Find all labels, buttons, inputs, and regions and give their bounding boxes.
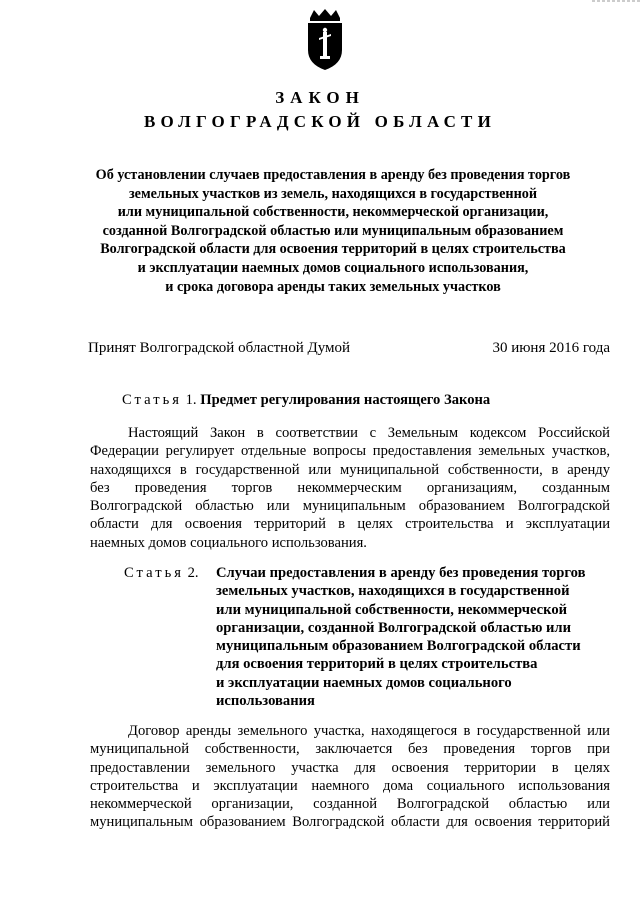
article-word: Статья (122, 392, 182, 408)
subject-line: земельных участков из земель, находящихся в государственной (128, 185, 538, 202)
paragraph-line: муниципальной собственности, заключается без проведения торгов при (90, 741, 610, 758)
article-number: 2. (187, 565, 199, 581)
article-title-line: использования (216, 693, 315, 710)
paragraph-line: Настоящий Закон в соответствии с Земельным кодексом Российской (128, 425, 610, 441)
paragraph-line: без проведения торгов некоммерческим организациям, созданным (90, 479, 610, 496)
paragraph-line: Федерации регулирует отдельные вопросы предоставления земельных участков, (90, 443, 610, 460)
subject-line: созданной Волгоградской областью или муниципальным образованием (102, 222, 564, 239)
subject-line: и срока договора аренды таких земельных участков (165, 278, 501, 295)
paragraph-line: некоммерческой организации, созданной Волгоградской областью или (90, 796, 610, 813)
region-heading: ВОЛГОГРАДСКОЙ ОБЛАСТИ (143, 112, 497, 131)
scan-edge-mark (592, 0, 640, 3)
paragraph-line: Волгоградской областью или муниципальным образованием Волгоградской (90, 498, 610, 515)
adopted-date: 30 июня 2016 года (492, 340, 610, 356)
paragraph-line: области для освоения территорий в целях строительства и эксплуатации (90, 516, 610, 533)
article-title: Предмет регулирования настоящего Закона (200, 392, 491, 408)
subject-line: Об установлении случаев предоставления в аренду без проведения торгов (95, 167, 571, 183)
subject-line: или муниципальной собственности, некоммерческой организации, (117, 204, 549, 221)
subject-line: Волгоградской области для освоения территорий в целях строительства (100, 241, 566, 258)
article-1-heading (122, 391, 490, 409)
article-title-line: муниципальным образованием Волгоградской области (216, 638, 581, 655)
paragraph-line: муниципальным образованием Волгоградской области для освоения территорий (90, 814, 610, 831)
law-subject (60, 166, 606, 296)
article-title-line: и эксплуатации наемных домов социального (216, 674, 512, 691)
article-title-line: организации, созданной Волгоградской областью или (216, 619, 572, 636)
coat-of-arms-icon (302, 8, 348, 72)
paragraph-line: строительства и эксплуатации наемного дома социального использования (90, 777, 610, 794)
article-number: 1. (185, 392, 197, 408)
paragraph-line: Договор аренды земельного участка, находящегося в государственной или (128, 723, 610, 739)
subject-line: и эксплуатации наемных домов социального использования, (137, 259, 529, 276)
article-title-line: земельных участков, находящихся в государственной (216, 583, 570, 600)
article-1-paragraph (90, 424, 610, 552)
article-title-line: или муниципальной собственности, некоммерческой (216, 601, 568, 618)
article-word: Статья (124, 565, 184, 581)
article-title-line: для освоения территорий в целях строительства (216, 656, 538, 673)
adopted-by: Принят Волгоградской областной Думой (88, 340, 351, 356)
paragraph-line: наемных домов социального использования. (90, 534, 367, 551)
law-heading: ЗАКОН (275, 88, 365, 107)
article-2-paragraph (90, 722, 610, 832)
article-title (216, 564, 586, 710)
article-prefix (124, 564, 199, 582)
article-title-line: Случаи предоставления в аренду без проведения торгов (216, 565, 586, 581)
paragraph-line: предоставлении земельного участка для освоения территории в целях (90, 759, 610, 776)
paragraph-line: находящихся в государственной или муниципальной собственности, в аренду (90, 461, 610, 478)
